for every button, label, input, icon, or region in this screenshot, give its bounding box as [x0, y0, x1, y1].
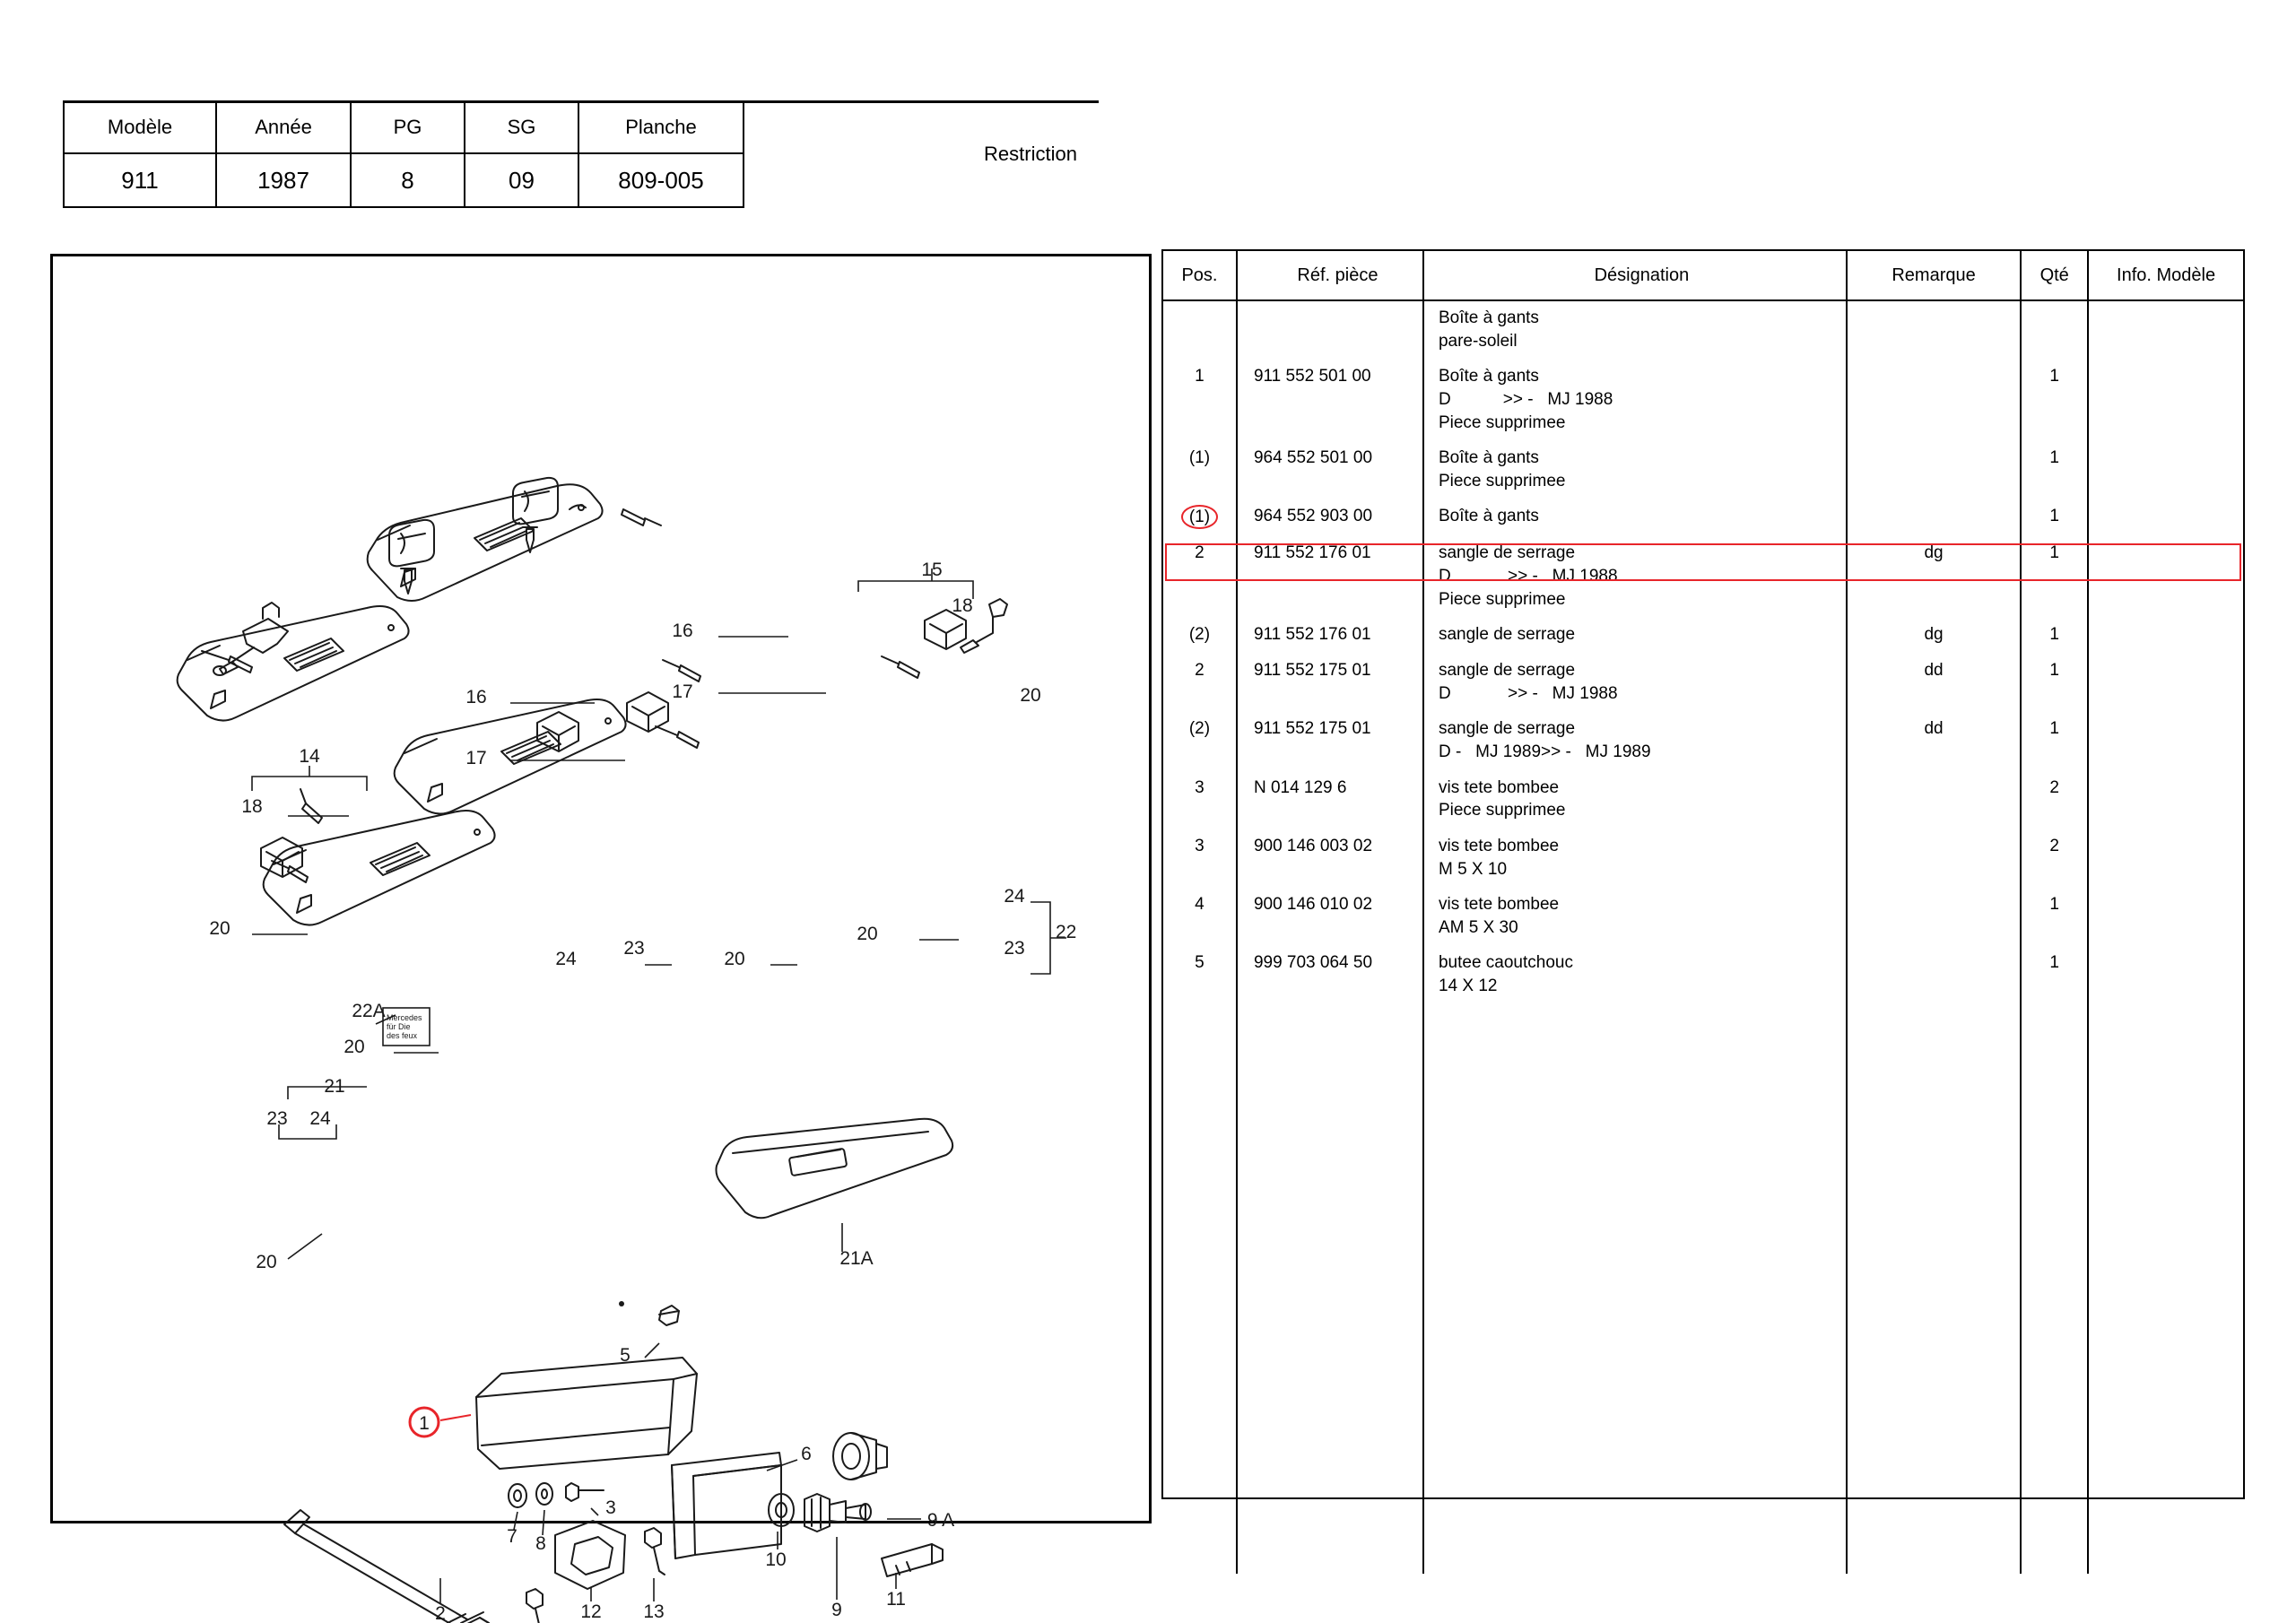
callout-14: 14 — [299, 746, 320, 767]
callout-23-a: 23 — [1004, 938, 1025, 959]
callout-1: 1 — [419, 1413, 430, 1434]
cell-pos: 4 — [1163, 888, 1237, 946]
cell-info — [2088, 300, 2243, 360]
callout-20-f: 20 — [256, 1252, 277, 1272]
callout-23-c: 23 — [266, 1108, 288, 1129]
callout-3: 3 — [605, 1497, 616, 1518]
cell-qte: 1 — [2021, 946, 2088, 1004]
header-label-row — [64, 101, 1213, 153]
designation-line-2: M 5 X 10 — [1438, 859, 1508, 879]
cell-ref: 911 552 176 01 — [1237, 618, 1423, 654]
cell-pos: (1) — [1163, 441, 1237, 499]
table-row-highlighted[interactable] — [1163, 499, 2243, 536]
cell-pos: 2 — [1163, 654, 1237, 712]
cell-qte: 1 — [2021, 712, 2088, 770]
cell-ref — [1237, 300, 1423, 360]
cell-designation — [1423, 441, 1847, 499]
designation-line-1: Boîte à gants — [1438, 448, 1539, 468]
designation-line-1: vis tete bombee — [1438, 836, 1560, 855]
cell-info — [2088, 536, 2243, 618]
table-row[interactable] — [1163, 441, 2243, 499]
cell-pos — [1163, 499, 1237, 536]
parts-table-body — [1163, 300, 2243, 1574]
header-value-modele: 911 — [64, 153, 216, 207]
column-header-remarque: Remarque — [1847, 251, 2021, 300]
cell-ref: 911 552 175 01 — [1237, 654, 1423, 712]
filler-cell-ref — [1237, 1005, 1423, 1574]
cell-ref: 964 552 903 00 — [1237, 499, 1423, 536]
cell-designation — [1423, 618, 1847, 654]
callout-6: 6 — [801, 1444, 812, 1464]
header-label-restriction: Restriction — [744, 101, 1213, 207]
cell-designation — [1423, 654, 1847, 712]
cell-qte: 1 — [2021, 499, 2088, 536]
filler-cell-pos — [1163, 1005, 1237, 1574]
cell-remarque — [1847, 946, 2021, 1004]
cell-qte: 2 — [2021, 771, 2088, 829]
cell-info — [2088, 946, 2243, 1004]
designation-line-1: Boîte à gants — [1438, 308, 1539, 327]
callout-10: 10 — [765, 1549, 787, 1570]
cell-ref: 964 552 501 00 — [1237, 441, 1423, 499]
table-row[interactable] — [1163, 771, 2243, 829]
cell-remarque — [1847, 829, 2021, 888]
cell-ref: 911 552 175 01 — [1237, 712, 1423, 770]
cell-qte: 1 — [2021, 654, 2088, 712]
callout-22a: 22A — [352, 1001, 386, 1021]
callout-15: 15 — [921, 560, 943, 580]
cell-pos: 3 — [1163, 771, 1237, 829]
designation-line-1: sangle de serrage — [1438, 719, 1576, 739]
table-row[interactable] — [1163, 654, 2243, 712]
cell-designation — [1423, 300, 1847, 360]
cell-remarque: dd — [1847, 654, 2021, 712]
header-value-planche: 809-005 — [578, 153, 744, 207]
callout-18-a: 18 — [952, 595, 973, 616]
exploded-parts-drawing — [53, 256, 1144, 1623]
column-header-qte: Qté — [2021, 251, 2088, 300]
cell-designation — [1423, 771, 1847, 829]
svg-text:Mercedes: Mercedes — [387, 1013, 422, 1022]
table-row[interactable] — [1163, 712, 2243, 770]
column-header-pos: Pos. — [1163, 251, 1237, 300]
callout-20-a: 20 — [1020, 685, 1041, 706]
callout-24-a: 24 — [1004, 886, 1025, 907]
parts-list-panel — [1161, 249, 2245, 1499]
cell-ref: 911 552 501 00 — [1237, 360, 1423, 441]
cell-designation — [1423, 888, 1847, 946]
designation-line-1: Boîte à gants — [1438, 367, 1539, 386]
callout-8: 8 — [535, 1533, 546, 1554]
callout-23-b: 23 — [623, 938, 645, 959]
cell-ref: 999 703 064 50 — [1237, 946, 1423, 1004]
designation-line-3: Piece supprimee — [1438, 589, 1566, 609]
callout-24-c: 24 — [309, 1108, 331, 1129]
designation-line-2: D >> - MJ 1988 — [1438, 683, 1618, 703]
cell-info — [2088, 888, 2243, 946]
column-header-ref: Réf. pièce — [1237, 251, 1423, 300]
designation-line-1: Boîte à gants — [1438, 507, 1539, 526]
callout-11: 11 — [886, 1589, 906, 1610]
designation-line-2: D - MJ 1989>> - MJ 1989 — [1438, 742, 1651, 761]
cell-remarque — [1847, 360, 2021, 441]
cell-ref: N 014 129 6 — [1237, 771, 1423, 829]
cell-ref: 911 552 176 01 — [1237, 536, 1423, 618]
designation-line-1: sangle de serrage — [1438, 661, 1576, 681]
designation-line-2: Piece supprimee — [1438, 801, 1566, 820]
designation-line-1: butee caoutchouc — [1438, 953, 1573, 973]
callout-2: 2 — [435, 1603, 446, 1623]
table-row[interactable] — [1163, 946, 2243, 1004]
callout-17-a: 17 — [672, 681, 693, 702]
cell-qte: 1 — [2021, 441, 2088, 499]
table-row[interactable] — [1163, 618, 2243, 654]
cell-remarque: dd — [1847, 712, 2021, 770]
cell-pos: 5 — [1163, 946, 1237, 1004]
cell-pos: 3 — [1163, 829, 1237, 888]
callout-17-b: 17 — [465, 748, 487, 768]
designation-line-2: 14 X 12 — [1438, 976, 1498, 996]
callout-12: 12 — [580, 1601, 602, 1622]
cell-info — [2088, 829, 2243, 888]
cell-designation — [1423, 946, 1847, 1004]
cell-remarque: dg — [1847, 536, 2021, 618]
designation-line-1: vis tete bombee — [1438, 895, 1560, 915]
cell-pos: 1 — [1163, 360, 1237, 441]
callout-22: 22 — [1056, 922, 1077, 942]
header-label-sg: SG — [465, 101, 578, 153]
designation-line-2: pare-soleil — [1438, 331, 1518, 351]
designation-line-3: Piece supprimee — [1438, 412, 1566, 432]
cell-qte — [2021, 300, 2088, 360]
svg-text:für Die: für Die — [387, 1022, 411, 1031]
cell-designation — [1423, 360, 1847, 441]
cell-remarque — [1847, 441, 2021, 499]
callout-16-a: 16 — [672, 621, 693, 641]
cell-info — [2088, 618, 2243, 654]
header-label-planche: Planche — [578, 101, 744, 153]
column-header-designation: Désignation — [1423, 251, 1847, 300]
cell-info — [2088, 771, 2243, 829]
cell-remarque — [1847, 888, 2021, 946]
header-label-modele: Modèle — [64, 101, 216, 153]
parts-table — [1163, 251, 2243, 1574]
designation-line-1: vis tete bombee — [1438, 777, 1560, 797]
table-row[interactable] — [1163, 300, 2243, 360]
callout-21: 21 — [324, 1076, 345, 1097]
callout-9: 9 — [831, 1600, 842, 1620]
parts-table-header-row — [1163, 251, 2243, 300]
callout-20-d: 20 — [724, 949, 745, 969]
cell-designation — [1423, 499, 1847, 536]
table-row[interactable] — [1163, 888, 2243, 946]
cell-info — [2088, 499, 2243, 536]
cell-remarque: dg — [1847, 618, 2021, 654]
designation-line-2: Piece supprimee — [1438, 471, 1566, 490]
callout-16-b: 16 — [465, 687, 487, 707]
filler-cell-remarque — [1847, 1005, 2021, 1574]
table-row[interactable] — [1163, 829, 2243, 888]
table-filler-row — [1163, 1005, 2243, 1574]
callout-7: 7 — [507, 1526, 517, 1547]
note-22a-box — [383, 1008, 430, 1046]
designation-line-2: D >> - MJ 1988 — [1438, 389, 1613, 409]
header-value-pg: 8 — [351, 153, 465, 207]
callout-5: 5 — [620, 1345, 631, 1366]
header-label-annee: Année — [216, 101, 351, 153]
cell-info — [2088, 441, 2243, 499]
table-row[interactable] — [1163, 360, 2243, 441]
designation-line-1: sangle de serrage — [1438, 543, 1576, 563]
header-value-annee: 1987 — [216, 153, 351, 207]
cell-remarque — [1847, 499, 2021, 536]
cell-pos: 2 — [1163, 536, 1237, 618]
cell-pos: (2) — [1163, 712, 1237, 770]
header-table — [63, 100, 1213, 208]
callout-18-b: 18 — [241, 796, 263, 817]
cell-designation — [1423, 829, 1847, 888]
cell-qte: 1 — [2021, 618, 2088, 654]
pos-highlight-circle: (1) — [1181, 505, 1218, 529]
cell-remarque — [1847, 300, 2021, 360]
cell-designation — [1423, 712, 1847, 770]
designation-line-2: AM 5 X 30 — [1438, 917, 1518, 937]
callout-9a: 9 A — [926, 1510, 955, 1531]
illustration-panel — [50, 254, 1152, 1623]
filler-cell-designation — [1423, 1005, 1847, 1574]
filler-cell-qte — [2021, 1005, 2088, 1574]
callout-24-b: 24 — [555, 949, 577, 969]
cell-qte: 1 — [2021, 360, 2088, 441]
cell-info — [2088, 712, 2243, 770]
column-header-info-modele: Info. Modèle — [2088, 251, 2243, 300]
cell-designation — [1423, 536, 1847, 618]
header-label-pg: PG — [351, 101, 465, 153]
cell-pos: (2) — [1163, 618, 1237, 654]
header-value-sg: 09 — [465, 153, 578, 207]
table-row[interactable] — [1163, 536, 2243, 618]
filler-cell-info — [2088, 1005, 2243, 1574]
cell-info — [2088, 654, 2243, 712]
callout-20-c: 20 — [857, 924, 878, 944]
callout-21a: 21A — [839, 1248, 874, 1269]
cell-remarque — [1847, 771, 2021, 829]
designation-line-2: D >> - MJ 1988 — [1438, 567, 1618, 586]
cell-qte: 1 — [2021, 888, 2088, 946]
callout-13: 13 — [643, 1601, 665, 1622]
cell-info — [2088, 360, 2243, 441]
cell-pos — [1163, 300, 1237, 360]
svg-text:des feux: des feux — [387, 1031, 418, 1040]
designation-line-1: sangle de serrage — [1438, 625, 1576, 645]
cell-qte: 1 — [2021, 536, 2088, 618]
cell-ref: 900 146 010 02 — [1237, 888, 1423, 946]
callout-labels — [209, 560, 1076, 1623]
cell-ref: 900 146 003 02 — [1237, 829, 1423, 888]
callout-20-e: 20 — [344, 1037, 365, 1057]
callout-20-b: 20 — [209, 918, 230, 939]
cell-qte: 2 — [2021, 829, 2088, 888]
